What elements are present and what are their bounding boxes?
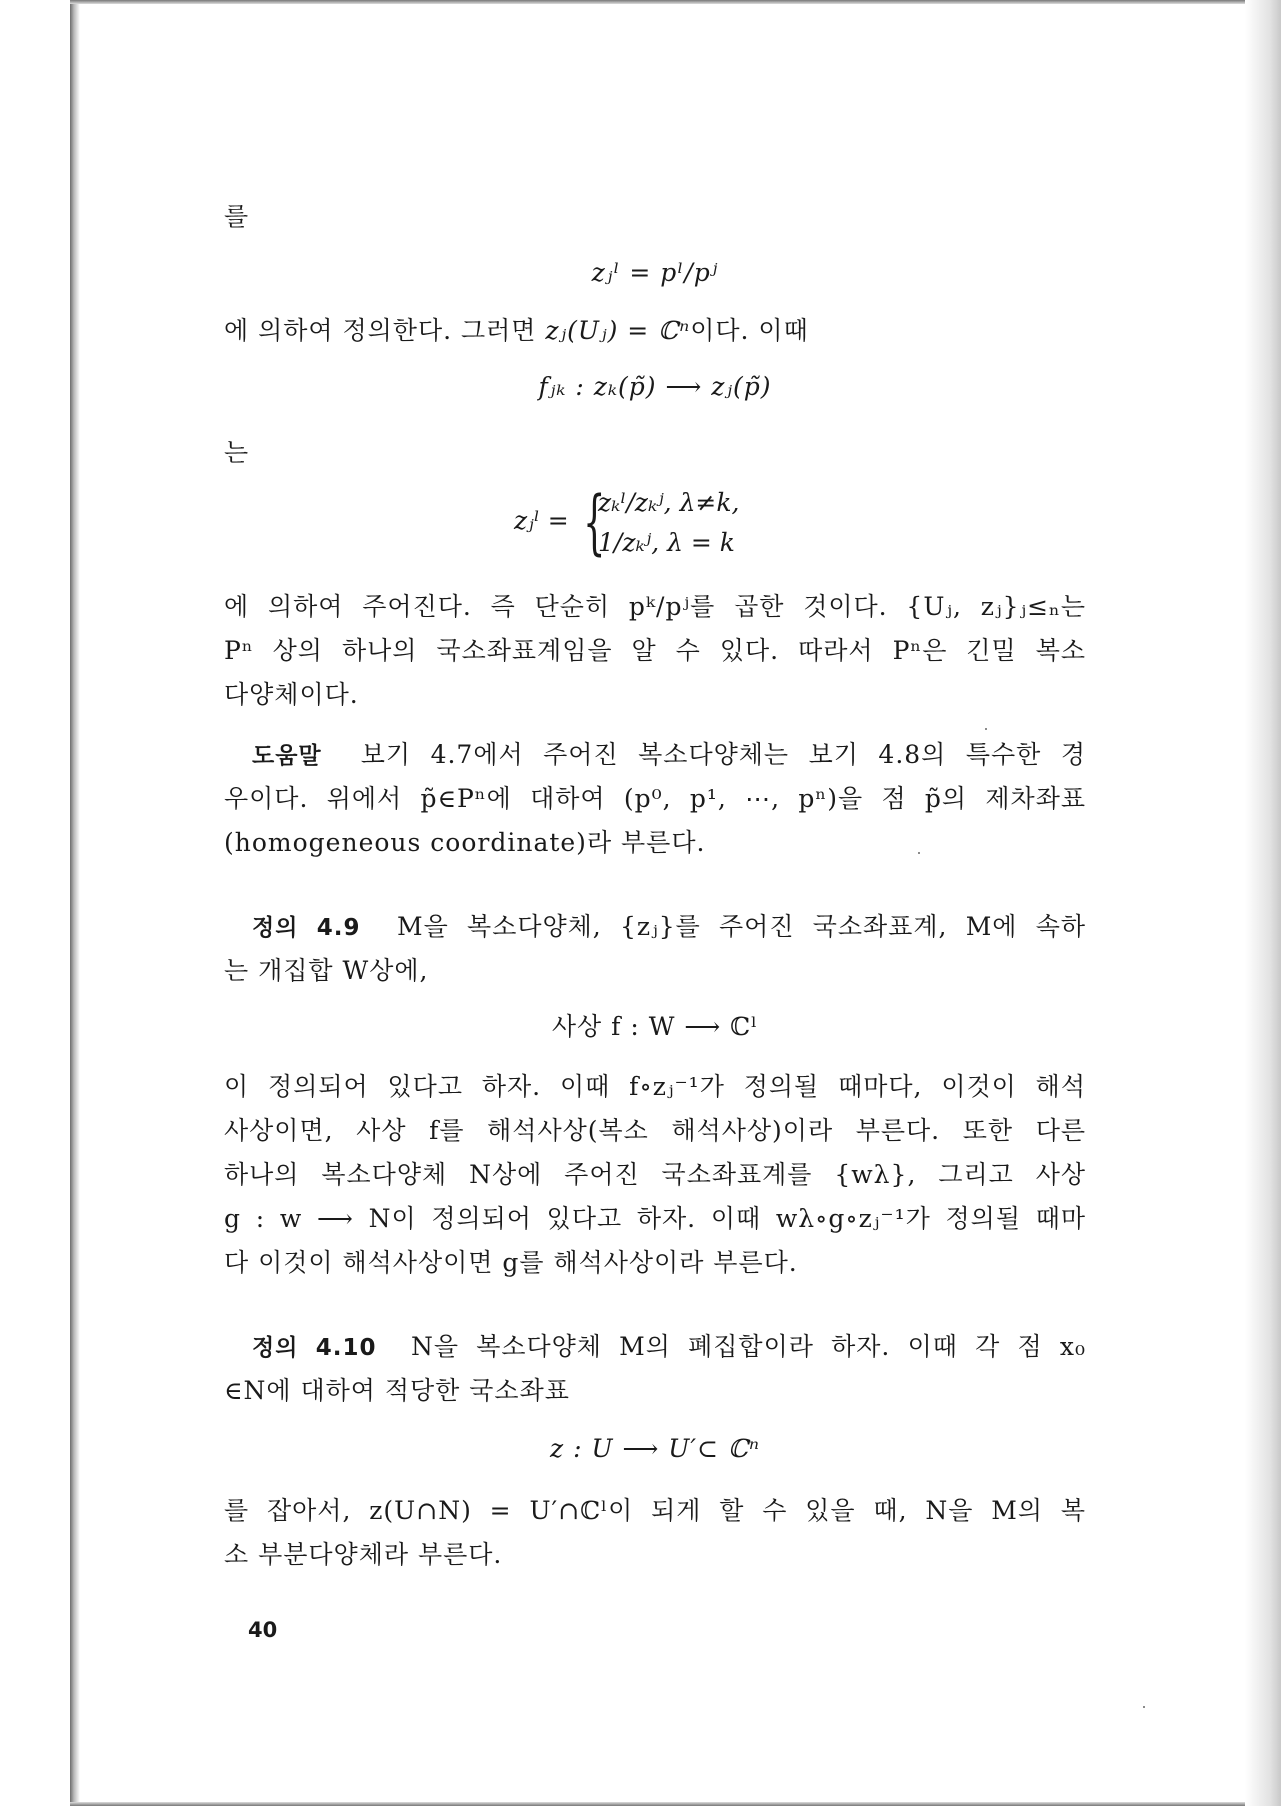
text-segment: N을 복소다양체 M의 폐집합이라 하자. 이때 각 점 x₀ — [410, 1332, 1086, 1361]
definition-4-10-line-2: ∈N에 대하여 적당한 국소좌표 — [224, 1376, 570, 1405]
text-line: 에 의하여 주어진다. 즉 단순히 pᵏ/pʲ를 곱한 것이다. {Uⱼ, zⱼ}ⱼ≤ₙ는 — [224, 592, 1086, 621]
text-segment: 에 의하여 정의한다. 그러면 — [224, 316, 546, 345]
remark-label: 도움말 — [252, 743, 322, 769]
text-line: g : w ⟶ N이 정의되어 있다고 하자. 이때 wλ∘g∘zⱼ⁻¹가 정의될 때마 — [224, 1204, 1086, 1233]
definition-4-9-equation: 사상 f : W ⟶ ℂˡ — [551, 1012, 759, 1041]
definition-4-9-line-1 — [252, 910, 1086, 945]
brace-icon: { — [583, 481, 606, 563]
page-shade-right — [1245, 0, 1281, 1806]
text-segment: 이다. 이때 — [690, 316, 809, 345]
text-line: 다양체이다. — [224, 680, 359, 709]
page-number: 40 — [248, 1618, 278, 1642]
page-edge-top — [70, 0, 1281, 4]
equation-3-case-2: 1/zₖʲ, λ = k — [598, 528, 735, 557]
text-segment: 보기 4.7에서 주어진 복소다양체는 보기 4.8의 특수한 경 — [360, 740, 1086, 769]
text-line — [224, 314, 809, 348]
remark-line-1 — [252, 738, 1086, 773]
remark-line-2: 우이다. 위에서 p̃∈Pⁿ에 대하여 (p⁰, p¹, ⋯, pⁿ)을 점 p̃의 제차좌표 — [224, 784, 1086, 813]
text-line: 소 부분다양체라 부른다. — [224, 1540, 503, 1569]
scan-speck — [1143, 1706, 1145, 1708]
page-edge-bottom — [70, 1802, 1281, 1806]
text-line: Pⁿ 상의 하나의 국소좌표계임을 알 수 있다. 따라서 Pⁿ은 긴밀 복소 — [224, 636, 1086, 665]
remark-line-3: (homogeneous coordinate)라 부른다. — [224, 828, 706, 857]
definition-label: 정의 4.10 — [252, 1335, 377, 1361]
text-line: 를 잡아서, z(U∩N) = U′∩ℂˡ이 되게 할 수 있을 때, N을 M의 복 — [224, 1496, 1086, 1525]
text-line: 사상이면, 사상 f를 해석사상(복소 해석사상)이라 부른다. 또한 다른 — [224, 1116, 1086, 1145]
text-line: 다 이것이 해석사상이면 g를 해석사상이라 부른다. — [224, 1248, 798, 1277]
page-edge-left — [70, 0, 80, 1806]
equation-2: fⱼₖ : zₖ(p̃) ⟶ zⱼ(p̃) — [538, 372, 772, 401]
definition-4-10-line-1 — [252, 1330, 1086, 1365]
text-line: 이 정의되어 있다고 하자. 이때 f∘zⱼ⁻¹가 정의될 때마다, 이것이 해석 — [224, 1072, 1086, 1101]
inline-math: zⱼ(Uⱼ) = ℂⁿ — [545, 316, 691, 345]
definition-4-10-equation: z : U ⟶ U′⊂ ℂⁿ — [550, 1434, 760, 1463]
equation-3-case-1: zₖˡ/zₖʲ, λ≠k, — [598, 488, 740, 517]
definition-label: 정의 4.9 — [252, 915, 361, 941]
equation-3-lhs: zⱼˡ = — [514, 506, 569, 535]
text-line: 는 — [224, 438, 250, 467]
text-line: 하나의 복소다양체 N상에 주어진 국소좌표계를 {wλ}, 그리고 사상 — [224, 1160, 1086, 1189]
equation-1: zⱼˡ = pˡ/pʲ — [591, 258, 719, 287]
text-line: 를 — [224, 202, 250, 231]
definition-4-9-line-2: 는 개집합 W상에, — [224, 956, 429, 985]
scan-speck — [918, 852, 920, 854]
text-segment: M을 복소다양체, {zⱼ}를 주어진 국소좌표계, M에 속하 — [397, 912, 1087, 941]
scan-speck — [985, 728, 987, 730]
